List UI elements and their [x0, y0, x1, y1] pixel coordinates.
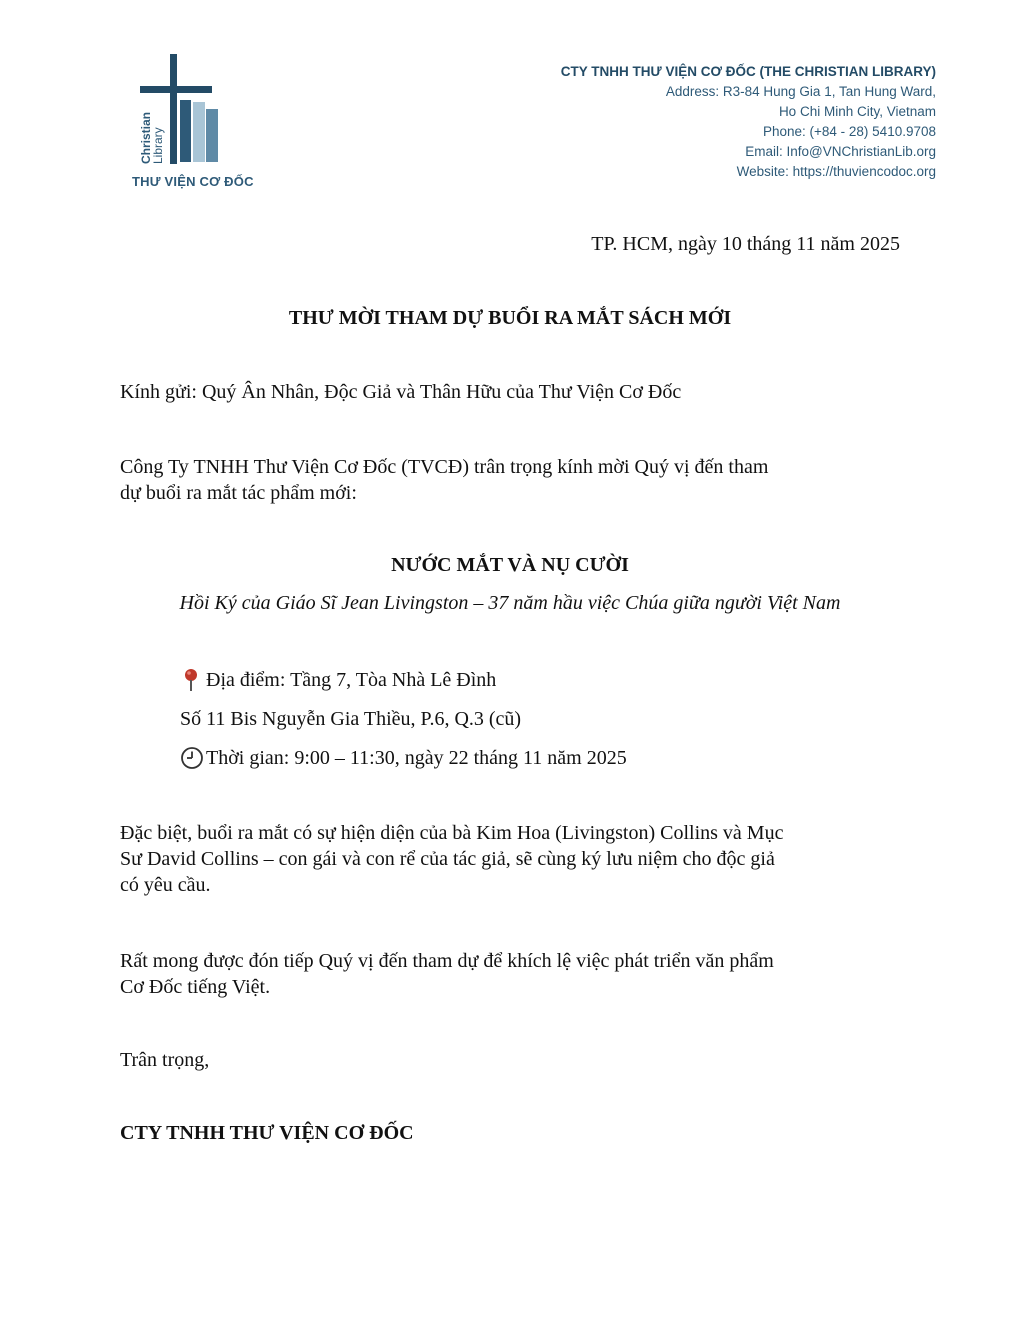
- company-phone: Phone: (+84 - 28) 5410.9708: [762, 124, 936, 139]
- company-website[interactable]: Website: https://thuviencodoc.org: [736, 164, 936, 179]
- cross-books-logo-graphic: [130, 52, 230, 172]
- time-detail: [180, 745, 627, 771]
- company-logo: [130, 52, 254, 192]
- logo-vertical-text-2: Library: [151, 127, 165, 164]
- signoff-company: CTY TNHH THƯ VIỆN CƠ ĐỐC: [120, 1122, 414, 1144]
- closing-line-1: Rất mong được đón tiếp Quý vị đến tham dự để khích lệ việc phát triển văn phẩm: [120, 950, 774, 972]
- book-subtitle: Hồi Ký của Giáo Sĩ Jean Livingston – 37 năm hầu việc Chúa giữa người Việt Nam: [179, 592, 841, 614]
- closing-line-2: Cơ Đốc tiếng Việt.: [120, 976, 271, 998]
- special-line-1: Đặc biệt, buổi ra mắt có sự hiện diện của bà Kim Hoa (Livingston) Collins và Mục: [120, 822, 784, 844]
- regards: Trân trọng,: [120, 1049, 210, 1071]
- company-name: CTY TNHH THƯ VIỆN CƠ ĐỐC (THE CHRISTIAN LIBRARY): [560, 64, 936, 79]
- company-address-line2: Ho Chi Minh City, Vietnam: [778, 104, 936, 119]
- logo-vertical-text-1: Christian: [139, 111, 153, 164]
- company-email[interactable]: Email: Info@VNChristianLib.org: [745, 144, 936, 159]
- special-line-3: có yêu cầu.: [120, 874, 211, 896]
- round-pushpin-icon: [180, 668, 202, 692]
- letter-date: TP. HCM, ngày 10 tháng 11 năm 2025: [591, 233, 900, 255]
- company-header: [561, 62, 936, 182]
- special-line-2: Sư David Collins – con gái và con rể của tác giả, sẽ cùng ký lưu niệm cho độc giả: [120, 848, 775, 870]
- special-paragraph: [120, 820, 910, 898]
- book-title: NƯỚC MẮT VÀ NỤ CƯỜI: [391, 554, 629, 576]
- company-address-line1: Address: R3-84 Hung Gia 1, Tan Hung Ward,: [665, 84, 936, 99]
- logo-caption: THƯ VIỆN CƠ ĐỐC: [132, 174, 254, 189]
- intro-line-1: Công Ty TNHH Thư Viện Cơ Đốc (TVCĐ) trân trọng kính mời Quý vị đến tham: [120, 456, 769, 478]
- location-detail: [180, 667, 496, 693]
- closing-paragraph: [120, 948, 910, 1000]
- intro-line-2: dự buổi ra mắt tác phẩm mới:: [120, 482, 357, 504]
- location-line-1: Địa điểm: Tầng 7, Tòa Nhà Lê Đình: [206, 669, 497, 691]
- location-address: Số 11 Bis Nguyễn Gia Thiều, P.6, Q.3 (cũ): [180, 708, 522, 730]
- intro-paragraph: [120, 454, 910, 506]
- letter-title: THƯ MỜI THAM DỰ BUỔI RA MẮT SÁCH MỚI: [288, 307, 732, 329]
- greeting: Kính gửi: Quý Ân Nhân, Độc Giả và Thân Hữu của Thư Viện Cơ Đốc: [120, 381, 682, 403]
- clock-icon: [180, 746, 202, 770]
- time-text: Thời gian: 9:00 – 11:30, ngày 22 tháng 11 năm 2025: [206, 747, 627, 769]
